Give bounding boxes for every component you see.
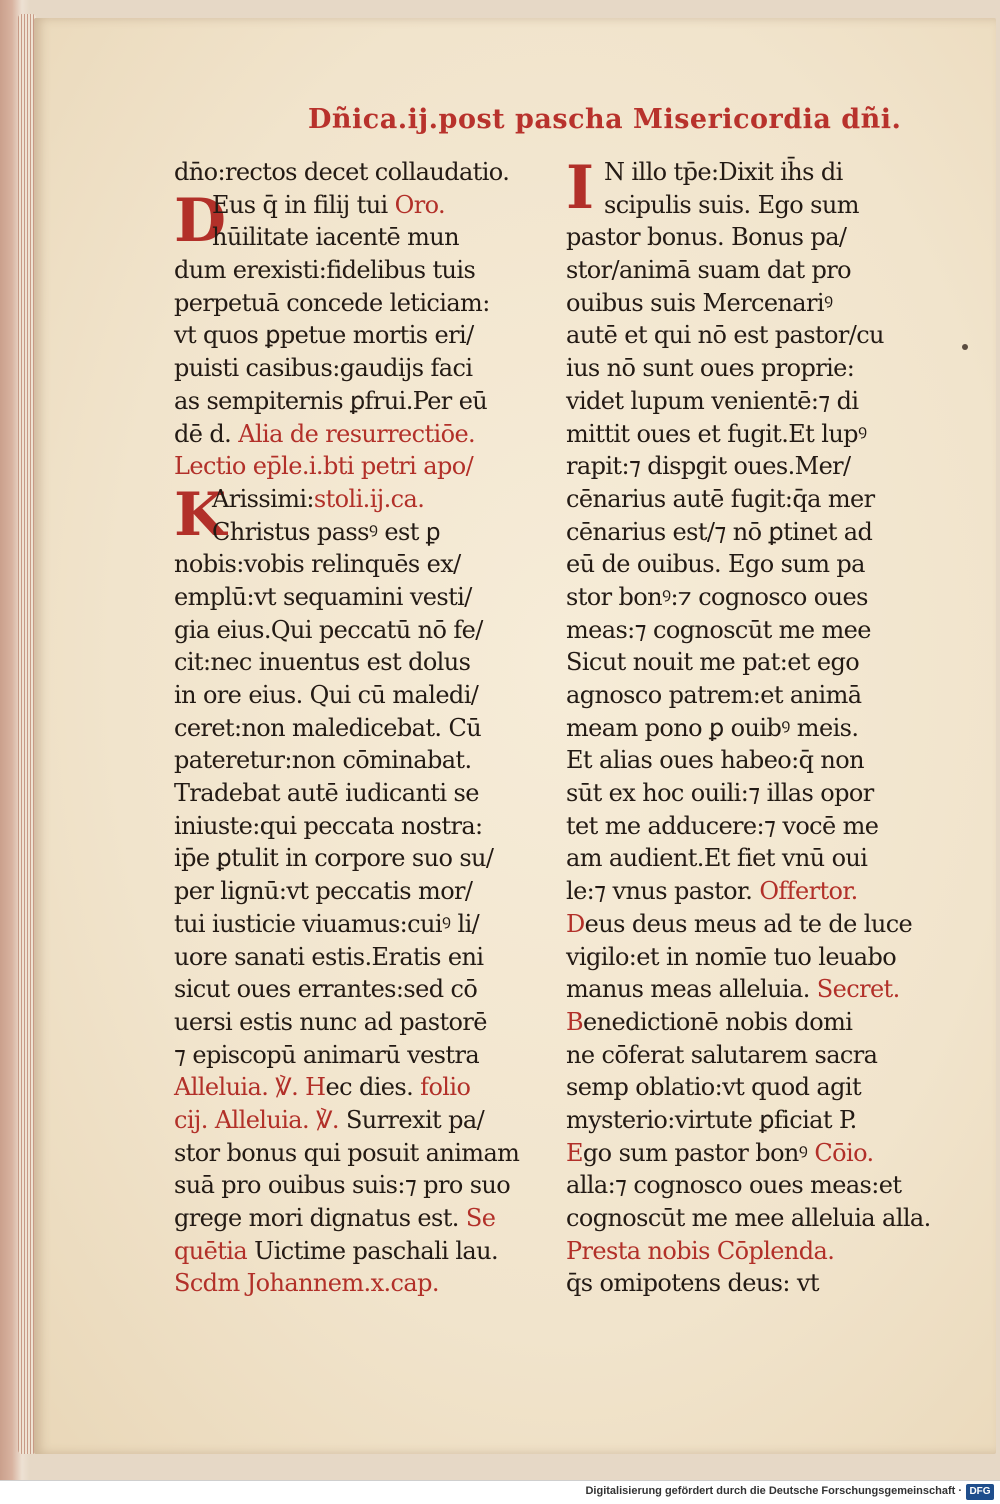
text-segment: sūt ex hoc ouili:⁊ illas opor: [566, 779, 874, 808]
right-text-column: [566, 153, 931, 1300]
text-segment: per lignū:vt peccatis mor/: [174, 877, 473, 906]
text-line: [174, 810, 524, 843]
text-line: [566, 1104, 916, 1137]
text-segment: cit:nec inuentus est dolus: [174, 648, 471, 677]
text-segment: eū de ouibus. Ego sum pa: [566, 550, 865, 579]
text-segment: uore sanati estis.Eratis eni: [174, 942, 484, 971]
footer-bar: [0, 1480, 1000, 1504]
text-line: [174, 1202, 524, 1235]
footer-credit: Digitalisierung gefördert durch die Deutsche Forschungsgemeinschaft ·: [585, 1485, 962, 1497]
text-segment: mysterio:virtute ꝑficiat P.: [566, 1105, 857, 1134]
rubric-text: Alia de resurrectiōe.: [238, 419, 476, 448]
text-line: [566, 1235, 916, 1268]
text-segment: videt lupum venientē:⁊ di: [566, 386, 859, 415]
running-header: Dñica.ij.post pascha Misericordia dñi.: [308, 104, 902, 135]
text-line: [174, 777, 524, 810]
text-segment: enedictionē nobis domi: [583, 1007, 853, 1036]
text-line: [174, 1235, 524, 1268]
text-line: [566, 614, 916, 647]
text-segment: le:⁊ vnus pastor.: [566, 877, 760, 906]
text-line: [174, 679, 524, 712]
text-line: [174, 548, 524, 581]
text-line: [174, 1169, 524, 1202]
text-segment: meam pono ꝑ ouibꝰ meis.: [566, 713, 859, 742]
text-line: [174, 842, 524, 875]
text-line: [174, 973, 524, 1006]
text-line: [566, 189, 916, 222]
text-line: [566, 450, 916, 483]
text-line: [566, 385, 916, 418]
text-line: [174, 1137, 524, 1170]
text-segment: Surrexit pa/: [338, 1105, 485, 1134]
text-line: [174, 581, 524, 614]
text-line: [566, 777, 916, 810]
text-segment: dum erexisti:fidelibus tuis: [174, 256, 476, 285]
text-segment: scipulis suis. Ego sum: [604, 190, 859, 219]
text-segment: pastor bonus. Bonus pa/: [566, 223, 847, 252]
text-segment: Arissimi:: [212, 484, 314, 513]
text-segment: agnosco patrem:et animā: [566, 681, 862, 709]
text-line: [566, 1202, 931, 1235]
text-line: [566, 712, 916, 745]
text-segment: in ore eius. Qui cū maledi/: [174, 681, 479, 709]
rubric-text: Alleluia. ℣. H: [174, 1073, 326, 1102]
text-segment: hūilitate iacentē mun: [212, 223, 460, 252]
text-line: [174, 287, 524, 320]
text-segment: gia eius.Qui peccatū nō fe/: [174, 615, 483, 644]
text-segment: N illo tp̄e:Dixit ih̄s di: [604, 158, 843, 186]
text-segment: Sicut nouit me pat:et ego: [566, 648, 860, 677]
text-line: [174, 1039, 524, 1072]
text-line: [174, 1267, 524, 1300]
text-line: [566, 1006, 916, 1039]
text-segment: stor bonus qui posuit animam: [174, 1138, 520, 1167]
text-line: [566, 516, 916, 549]
text-segment: semp oblatio:vt quod agit: [566, 1073, 862, 1102]
text-segment: uersi estis nunc ad pastorē: [174, 1007, 487, 1036]
text-line: [174, 385, 524, 418]
rubric-text: B: [566, 1007, 584, 1036]
text-line: [566, 646, 916, 679]
text-line: [566, 1071, 916, 1104]
text-line: [174, 1006, 524, 1039]
text-segment: cēnarius autē fugit:q̄a mer: [566, 484, 875, 513]
text-line: [566, 908, 916, 941]
text-segment: suā pro ouibus suis:⁊ pro suo: [174, 1171, 511, 1200]
initial-letter: I: [566, 153, 594, 223]
text-line: [566, 744, 916, 777]
text-line: [566, 548, 916, 581]
text-line: [174, 319, 524, 352]
text-segment: Eus q̄ in filij tui: [212, 190, 395, 219]
text-line: [566, 483, 916, 516]
text-segment: ip̄e ꝑtulit in corpore suo su/: [174, 844, 494, 873]
text-line: [174, 614, 524, 647]
text-line: [566, 810, 916, 843]
text-line: [566, 581, 916, 614]
text-line: [566, 1039, 916, 1072]
text-segment: ceret:non maledicebat. Cū: [174, 713, 482, 742]
text-segment: manus meas alleluia.: [566, 975, 817, 1004]
text-line: [174, 221, 524, 254]
text-segment: vt quos ꝑpetue mortis eri/: [174, 321, 474, 350]
text-segment: meas:⁊ cognoscūt me mee: [566, 615, 871, 644]
text-line: [174, 352, 524, 385]
ink-mark: [962, 344, 968, 350]
rubric-text: Offertor.: [759, 877, 858, 906]
text-line: [566, 1137, 916, 1170]
rubric-text: Scdm Johannem.x.cap.: [174, 1269, 439, 1298]
rubric-text: Presta nobis: [566, 1236, 717, 1265]
text-segment: autē et qui nō est pastor/cu: [566, 321, 884, 350]
text-line: [566, 352, 916, 385]
text-segment: ouibus suis Mercenariꝰ: [566, 288, 833, 317]
rubric-text: Lectio ep̄le.i.bti petri apo/: [174, 452, 474, 481]
text-line: [566, 941, 916, 974]
rubric-text: stoli.ij.ca.: [313, 484, 425, 513]
initial-letter: K: [174, 479, 226, 550]
text-line: [566, 418, 916, 451]
text-segment: pateretur:non cōminabat.: [174, 746, 472, 775]
rubric-text: folio: [420, 1073, 471, 1102]
text-segment: mittit oues et fugit.Et lupꝰ: [566, 419, 867, 448]
text-segment: ne cōferat salutarem sacra: [566, 1040, 878, 1069]
rubric-text: Oro.: [394, 190, 446, 219]
text-segment: perpetuā concede leticiam:: [174, 288, 490, 317]
text-segment: puisti casibus:gaudijs faci: [174, 354, 473, 383]
text-line: [174, 646, 524, 679]
text-line: [566, 842, 916, 875]
initial-letter: D: [174, 185, 226, 256]
text-segment: cognoscūt me mee alleluia alla.: [566, 1204, 931, 1232]
left-text-column: [174, 156, 524, 1300]
rubric-text: Se: [465, 1204, 496, 1232]
text-segment: go sum pastor bonꝰ: [582, 1138, 815, 1167]
rubric-text: Secret.: [816, 975, 900, 1004]
rubric-text: Cōplenda.: [716, 1236, 835, 1265]
text-line: [566, 973, 916, 1006]
text-segment: ius nō sunt oues proprie:: [566, 354, 855, 383]
text-line: [174, 908, 524, 941]
rubric-text: E: [566, 1138, 583, 1167]
text-segment: am audient.Et fiet vnū oui: [566, 844, 868, 873]
text-segment: dn̄o:rectos decet collaudatio.: [174, 158, 510, 186]
text-segment: sicut oues errantes:sed cō: [174, 975, 478, 1004]
text-line: [174, 450, 524, 483]
dfg-logo: DFG: [966, 1484, 994, 1500]
text-segment: emplū:vt sequamini vesti/: [174, 582, 472, 611]
text-segment: rapit:⁊ dispgit oues.Mer/: [566, 452, 851, 481]
rubric-text: quētia: [174, 1236, 248, 1265]
text-line: [566, 221, 916, 254]
text-segment: ⁊ episcopū animarū vestra: [174, 1040, 480, 1069]
text-segment: tet me adducere:⁊ vocē me: [566, 811, 879, 840]
text-segment: q̄s omipotens deus: vt: [566, 1269, 819, 1298]
text-line: [174, 1071, 524, 1104]
text-line: [566, 875, 916, 908]
text-line: [566, 679, 916, 712]
text-segment: stor/animā suam dat pro: [566, 256, 852, 285]
text-segment: dē d.: [174, 419, 239, 448]
text-segment: Et alias oues habeo:q̄ non: [566, 746, 864, 775]
text-line: [174, 941, 524, 974]
text-line: [566, 319, 916, 352]
text-segment: ec dies.: [325, 1073, 421, 1102]
text-line: [566, 1267, 916, 1300]
text-segment: cēnarius est/⁊ nō ꝑtinet ad: [566, 517, 873, 546]
text-line: [174, 712, 524, 745]
text-line: [174, 418, 524, 451]
text-segment: eus deus meus ad te de luce: [584, 909, 913, 938]
text-segment: Tradebat autē iudicanti se: [174, 779, 479, 808]
text-segment: stor bonꝰ:⁊ cognosco oues: [566, 582, 868, 611]
text-line: [566, 254, 916, 287]
text-line: [174, 254, 524, 287]
rubric-text: cij. Alleluia. ℣.: [174, 1105, 339, 1134]
text-segment: alla:⁊ cognosco oues meas:et: [566, 1171, 902, 1200]
text-segment: iniuste:qui peccata nostra:: [174, 811, 483, 840]
text-segment: as sempiternis ꝑfrui.Per eū: [174, 386, 488, 415]
text-line: [174, 744, 524, 777]
text-line: [174, 875, 524, 908]
text-segment: Christus passꝰ est ꝑ: [212, 517, 440, 546]
text-line: [174, 1104, 524, 1137]
text-line: [174, 156, 524, 189]
text-segment: grege mori dignatus est.: [174, 1204, 466, 1232]
rubric-text: D: [566, 909, 585, 938]
text-segment: vigilo:et in nomīe tuo leuabo: [566, 942, 897, 971]
text-line: [174, 516, 524, 549]
text-segment: Uictime paschali lau.: [247, 1236, 498, 1265]
text-segment: tui iusticie viuamus:cuiꝰ li/: [174, 909, 480, 938]
rubric-text: Cōio.: [814, 1138, 874, 1167]
text-line: [566, 1169, 916, 1202]
text-segment: nobis:vobis relinquēs ex/: [174, 550, 461, 579]
text-line: [566, 287, 916, 320]
